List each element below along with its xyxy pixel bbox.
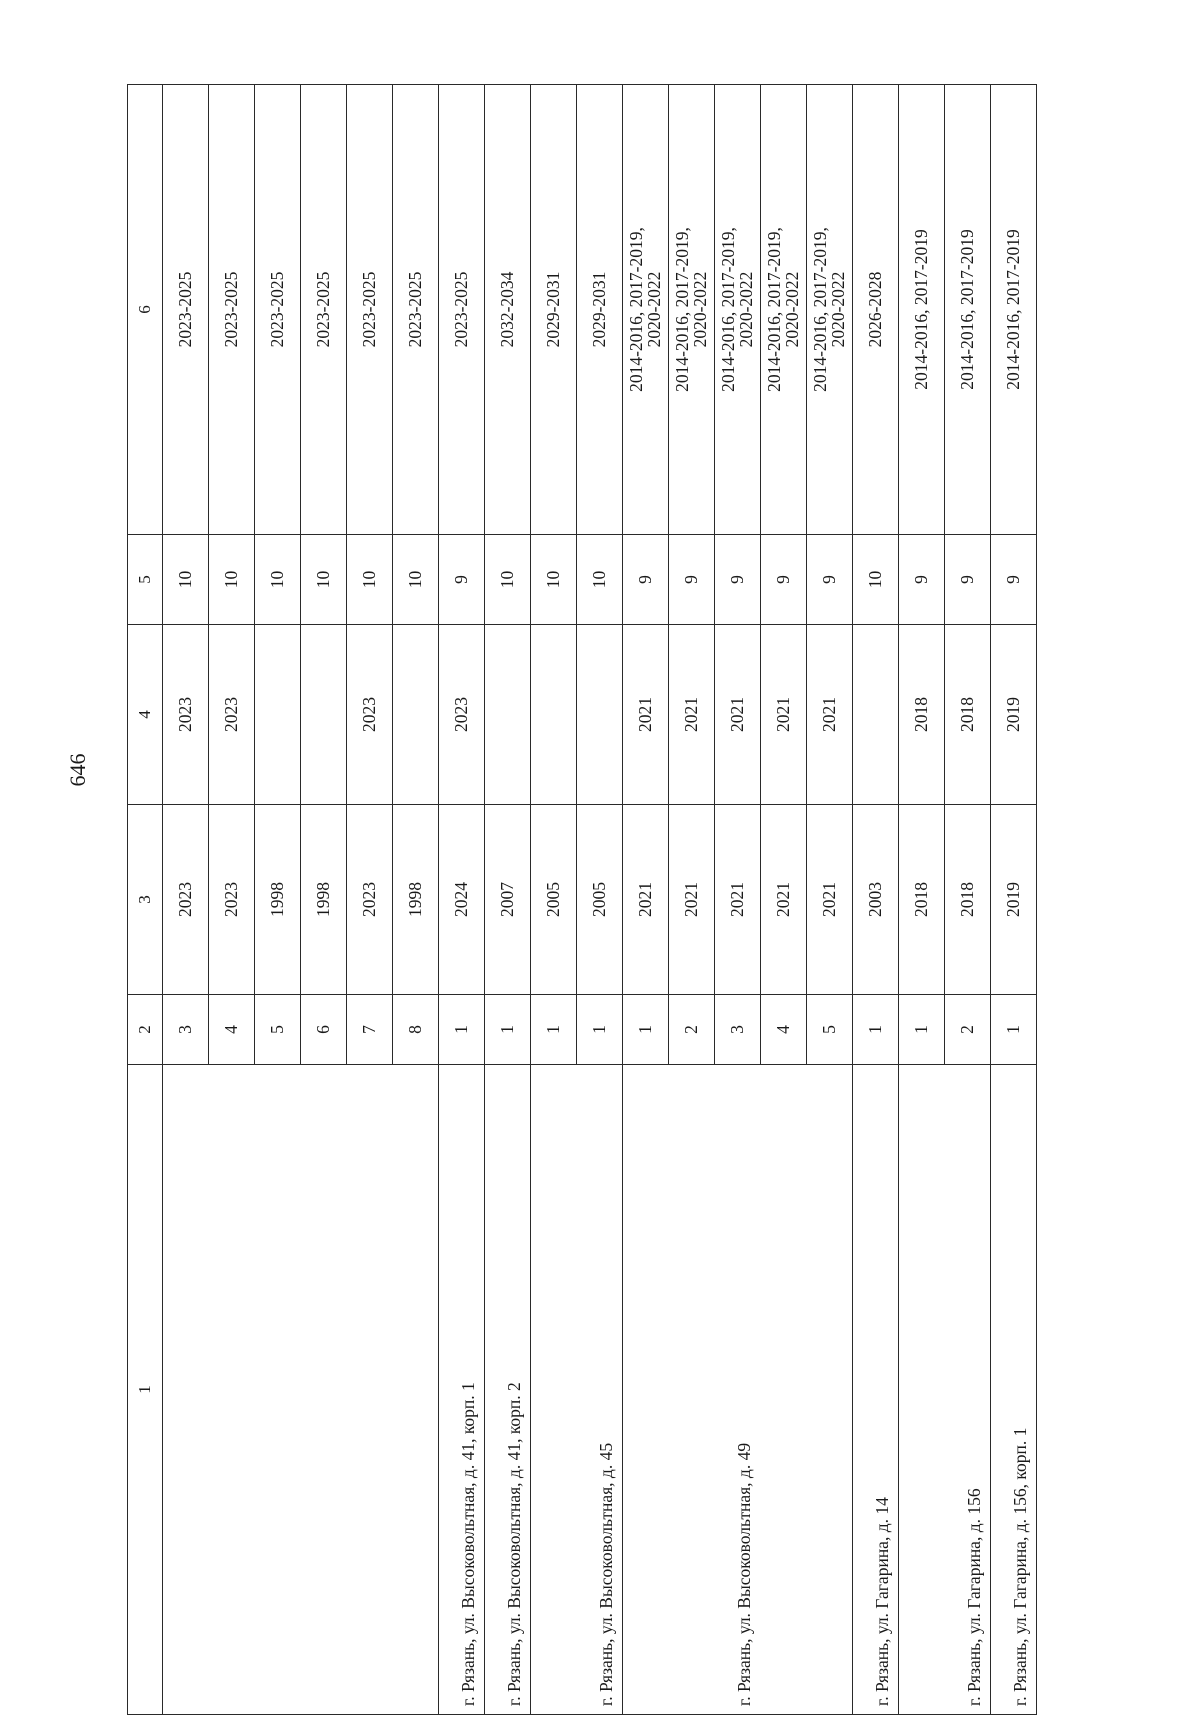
year-cell: 2023: [347, 625, 393, 805]
number-cell: 5: [255, 995, 301, 1065]
address-cell: г. Рязань, ул. Гагарина, д. 14: [853, 1065, 899, 1715]
year-cell: [393, 625, 439, 805]
period-line: 2014-2016, 2017-2019,: [764, 227, 784, 392]
data-table: [127, 84, 1037, 1715]
period-cell: [761, 85, 807, 535]
year-cell: 2021: [623, 805, 669, 995]
number-cell: 4: [761, 995, 807, 1065]
year-cell: 2024: [439, 805, 485, 995]
address-cell: [255, 1065, 301, 1715]
number-cell: 1: [991, 995, 1037, 1065]
address-cell: [347, 1065, 393, 1715]
year-cell: [577, 625, 623, 805]
table-row: [577, 85, 623, 1715]
year-cell: 2021: [623, 625, 669, 805]
value-cell: 9: [761, 535, 807, 625]
year-cell: 2018: [945, 805, 991, 995]
number-cell: 1: [853, 995, 899, 1065]
year-cell: 1998: [255, 805, 301, 995]
table-row: [899, 85, 945, 1715]
year-cell: 2007: [485, 805, 531, 995]
value-cell: 10: [853, 535, 899, 625]
year-cell: 2021: [761, 805, 807, 995]
rotated-table-wrapper: [127, 85, 1047, 1715]
value-cell: 10: [301, 535, 347, 625]
year-cell: 2021: [761, 625, 807, 805]
value-cell: 10: [531, 535, 577, 625]
number-cell: 1: [439, 995, 485, 1065]
number-cell: 1: [531, 995, 577, 1065]
header-cell: 4: [128, 625, 163, 805]
address-cell: [301, 1065, 347, 1715]
year-cell: 2003: [853, 805, 899, 995]
address-cell: [807, 1065, 853, 1715]
table-row: [347, 85, 393, 1715]
year-cell: 2023: [209, 625, 255, 805]
table-row: [393, 85, 439, 1715]
address-cell: [761, 1065, 807, 1715]
year-cell: 2005: [577, 805, 623, 995]
period-cell: 2023-2025: [439, 85, 485, 535]
year-cell: 2023: [163, 625, 209, 805]
address-cell: [393, 1065, 439, 1715]
year-cell: 2018: [945, 625, 991, 805]
year-cell: 2005: [531, 805, 577, 995]
value-cell: 10: [347, 535, 393, 625]
period-line: 2014-2016, 2017-2019,: [626, 227, 646, 392]
year-cell: 2023: [163, 805, 209, 995]
year-cell: [485, 625, 531, 805]
period-line: 2020-2022: [827, 271, 848, 348]
value-cell: 10: [163, 535, 209, 625]
number-cell: 2: [669, 995, 715, 1065]
period-cell: 2029-2031: [577, 85, 623, 535]
period-line: 2020-2022: [735, 271, 756, 348]
value-cell: 9: [945, 535, 991, 625]
period-line: 2014-2016, 2017-2019,: [718, 227, 738, 392]
table-row: [623, 85, 669, 1715]
year-cell: 2021: [669, 805, 715, 995]
value-cell: 9: [439, 535, 485, 625]
value-cell: 9: [623, 535, 669, 625]
table-row: [761, 85, 807, 1715]
table-row: [853, 85, 899, 1715]
address-cell: г. Рязань, ул. Гагарина, д. 156: [945, 1065, 991, 1715]
value-cell: 9: [991, 535, 1037, 625]
year-cell: 2019: [991, 625, 1037, 805]
address-cell: г. Рязань, ул. Высоковольтная, д. 41, корп. 1: [439, 1065, 485, 1715]
address-cell: г. Рязань, ул. Высоковольтная, д. 49: [715, 1065, 761, 1715]
value-cell: 10: [393, 535, 439, 625]
header-cell: 6: [128, 85, 163, 535]
number-cell: 5: [807, 995, 853, 1065]
table-row: [807, 85, 853, 1715]
period-cell: 2023-2025: [209, 85, 255, 535]
address-cell: [899, 1065, 945, 1715]
table-row: [991, 85, 1037, 1715]
period-cell: [623, 85, 669, 535]
period-cell: 2023-2025: [347, 85, 393, 535]
table-row: [715, 85, 761, 1715]
value-cell: 9: [899, 535, 945, 625]
table-row: [669, 85, 715, 1715]
period-cell: 2023-2025: [301, 85, 347, 535]
value-cell: 10: [255, 535, 301, 625]
year-cell: 1998: [301, 805, 347, 995]
period-cell: 2023-2025: [393, 85, 439, 535]
address-cell: [669, 1065, 715, 1715]
value-cell: 10: [209, 535, 255, 625]
number-cell: 6: [301, 995, 347, 1065]
year-cell: 2023: [347, 805, 393, 995]
table-row: [439, 85, 485, 1715]
table-header-row: [128, 85, 163, 1715]
year-cell: 2019: [991, 805, 1037, 995]
table-row: [209, 85, 255, 1715]
header-cell: 5: [128, 535, 163, 625]
address-cell: г. Рязань, ул. Высоковольтная, д. 45: [577, 1065, 623, 1715]
table-row: [485, 85, 531, 1715]
number-cell: 4: [209, 995, 255, 1065]
value-cell: 9: [715, 535, 761, 625]
period-line: 2014-2016, 2017-2019,: [810, 227, 830, 392]
year-cell: 2023: [209, 805, 255, 995]
year-cell: 1998: [393, 805, 439, 995]
year-cell: 2021: [715, 805, 761, 995]
address-cell: [163, 1065, 209, 1715]
table-row: [531, 85, 577, 1715]
period-cell: [669, 85, 715, 535]
number-cell: 1: [577, 995, 623, 1065]
year-cell: 2021: [807, 805, 853, 995]
period-line: 2020-2022: [781, 271, 802, 348]
number-cell: 2: [945, 995, 991, 1065]
table-row: [301, 85, 347, 1715]
year-cell: 2021: [669, 625, 715, 805]
period-cell: 2014-2016, 2017-2019: [945, 85, 991, 535]
period-cell: [807, 85, 853, 535]
header-cell: 1: [128, 1065, 163, 1715]
number-cell: 1: [899, 995, 945, 1065]
page-number: 646: [65, 753, 90, 787]
table-row: [945, 85, 991, 1715]
period-line: 2020-2022: [689, 271, 710, 348]
value-cell: 10: [485, 535, 531, 625]
period-line: 2014-2016, 2017-2019,: [672, 227, 692, 392]
year-cell: 2023: [439, 625, 485, 805]
table-row: [163, 85, 209, 1715]
period-line: 2020-2022: [643, 271, 664, 348]
address-cell: [531, 1065, 577, 1715]
address-cell: г. Рязань, ул. Гагарина, д. 156, корп. 1: [991, 1065, 1037, 1715]
period-cell: 2023-2025: [163, 85, 209, 535]
number-cell: 7: [347, 995, 393, 1065]
value-cell: 9: [669, 535, 715, 625]
value-cell: 9: [807, 535, 853, 625]
number-cell: 1: [623, 995, 669, 1065]
number-cell: 1: [485, 995, 531, 1065]
number-cell: 8: [393, 995, 439, 1065]
period-cell: 2014-2016, 2017-2019: [991, 85, 1037, 535]
period-cell: [715, 85, 761, 535]
table-row: [255, 85, 301, 1715]
period-cell: 2014-2016, 2017-2019: [899, 85, 945, 535]
address-cell: г. Рязань, ул. Высоковольтная, д. 41, корп. 2: [485, 1065, 531, 1715]
period-cell: 2029-2031: [531, 85, 577, 535]
period-cell: 2026-2028: [853, 85, 899, 535]
year-cell: [255, 625, 301, 805]
number-cell: 3: [715, 995, 761, 1065]
value-cell: 10: [577, 535, 623, 625]
header-cell: 3: [128, 805, 163, 995]
period-cell: 2023-2025: [255, 85, 301, 535]
address-cell: [209, 1065, 255, 1715]
year-cell: 2021: [715, 625, 761, 805]
year-cell: [301, 625, 347, 805]
year-cell: 2018: [899, 625, 945, 805]
header-cell: 2: [128, 995, 163, 1065]
number-cell: 3: [163, 995, 209, 1065]
year-cell: 2021: [807, 625, 853, 805]
period-cell: 2032-2034: [485, 85, 531, 535]
year-cell: [853, 625, 899, 805]
address-cell: [623, 1065, 669, 1715]
year-cell: [531, 625, 577, 805]
year-cell: 2018: [899, 805, 945, 995]
